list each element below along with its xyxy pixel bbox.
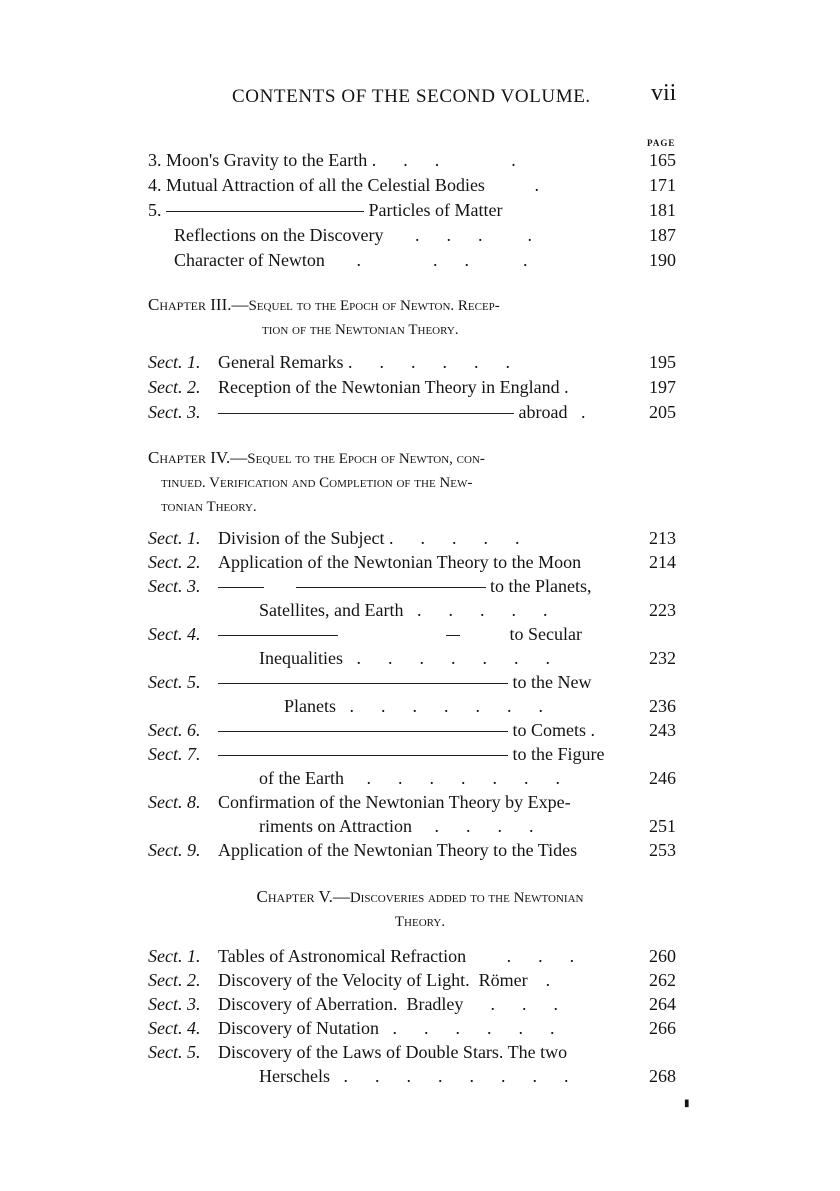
toc-entry-cont: Herschels . . . . . . . . 268 <box>259 1066 676 1086</box>
chapter-heading-cont: tonian Theory. <box>161 499 257 515</box>
toc-entry: Sect. 4. to Secular <box>148 624 582 644</box>
toc-entry: Sect. 1. Tables of Astronomical Refraction . . . 260 <box>148 946 676 966</box>
page-column-label: PAGE <box>647 138 676 148</box>
toc-entry: 3. Moon's Gravity to the Earth . . . . 165 <box>148 150 676 170</box>
ditto-rule <box>218 587 264 588</box>
ditto-rule <box>218 635 338 636</box>
toc-entry-cont: riments on Attraction . . . . 251 <box>259 816 676 836</box>
ditto-rule <box>218 755 508 756</box>
toc-entry-cont: of the Earth . . . . . . . 246 <box>259 768 676 788</box>
toc-entry: Sect. 4. Discovery of Nutation . . . . . . 266 <box>148 1018 676 1038</box>
toc-entry: Sect. 2. Discovery of the Velocity of Light. Römer . 262 <box>148 970 676 990</box>
ditto-rule <box>218 683 508 684</box>
entry-page: 165 <box>649 150 676 170</box>
toc-entry: Character of Newton . . . . 190 <box>174 250 676 270</box>
toc-entry: Sect. 7. to the Figure <box>148 744 605 764</box>
chapter-heading-cont: tion of the Newtonian Theory. <box>262 322 459 338</box>
toc-entry: 4. Mutual Attraction of all the Celestial Bodies . 171 <box>148 175 676 195</box>
ditto-rule <box>218 731 508 732</box>
toc-entry: Sect. 5. to the New <box>148 672 592 692</box>
toc-entry-cont: Planets . . . . . . . 236 <box>284 696 676 716</box>
toc-entry: Sect. 5. Discovery of the Laws of Double Stars. The two <box>148 1042 568 1062</box>
toc-entry: Sect. 6. to Comets . 243 <box>148 720 676 740</box>
entry-page: 187 <box>649 225 676 245</box>
running-head: CONTENTS OF THE SECOND VOLUME. <box>232 86 591 107</box>
toc-entry: Sect. 1. General Remarks . . . . . . 195 <box>148 352 676 372</box>
ditto-rule <box>446 635 460 636</box>
toc-entry: Sect. 2. Reception of the Newtonian Theory in England . 197 <box>148 377 676 397</box>
page-number: vii <box>651 80 677 106</box>
toc-entry-cont: Satellites, and Earth . . . . . 223 <box>259 600 676 620</box>
toc-entry: Sect. 8. Confirmation of the Newtonian Theory by Expe- <box>148 792 571 812</box>
toc-entry: Sect. 9. Application of the Newtonian Theory to the Tides 253 <box>148 840 676 860</box>
chapter-heading-cont: tinued. Verification and Completion of the New- <box>161 475 473 491</box>
printer-mark: ▮ <box>684 1098 690 1109</box>
ditto-rule <box>296 587 486 588</box>
toc-entry: Sect. 3. Discovery of Aberration. Bradley . . . 264 <box>148 994 676 1014</box>
ditto-rule <box>218 413 514 414</box>
toc-entry: Sect. 2. Application of the Newtonian Theory to the Moon 214 <box>148 552 676 572</box>
toc-entry: 5. Particles of Matter 181 <box>148 200 676 220</box>
toc-entry: Reflections on the Discovery . . . . 187 <box>174 225 676 245</box>
toc-entry: Sect. 3. abroad . 205 <box>148 402 676 422</box>
chapter-heading: Chapter IV.—Sequel to the Epoch of Newton, con- <box>148 448 485 467</box>
chapter-heading-cont: Theory. <box>394 914 446 930</box>
entry-page: 171 <box>649 175 676 195</box>
entry-page: 181 <box>649 200 676 220</box>
entry-page: 190 <box>649 250 676 270</box>
chapter-heading: Chapter V.—Discoveries added to the Newtonian <box>256 887 584 906</box>
chapter-heading: Chapter III.—Sequel to the Epoch of Newton. Recep- <box>148 295 500 314</box>
toc-entry-cont: Inequalities . . . . . . . 232 <box>259 648 676 668</box>
toc-entry: Sect. 1. Division of the Subject . . . . . 213 <box>148 528 676 548</box>
toc-entry: Sect. 3. to the Planets, <box>148 576 592 596</box>
ditto-rule <box>166 211 364 212</box>
